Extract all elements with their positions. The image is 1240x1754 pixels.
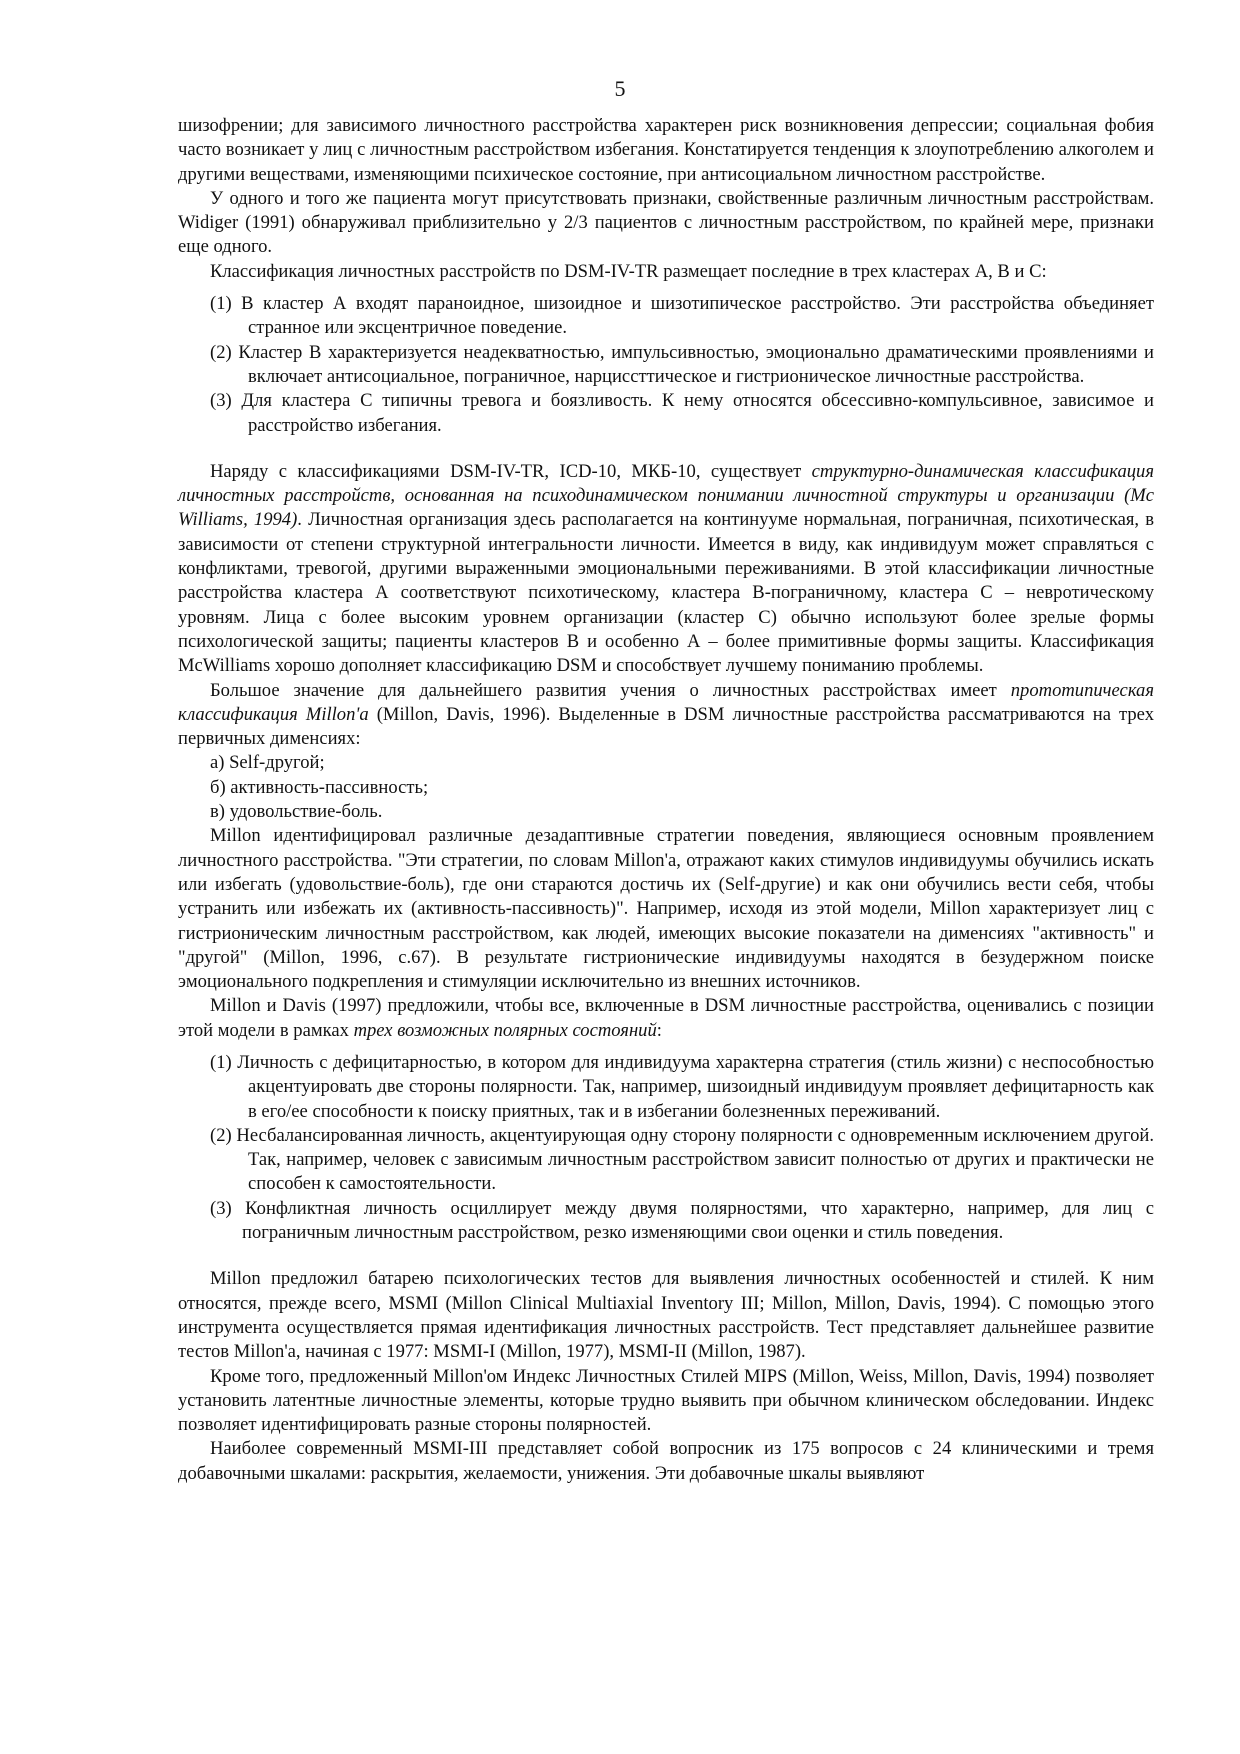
list-item: (1) В кластер А входят параноидное, шизоидное и шизотипическое расстройство. Эти расстройства объединяет странное или эксцентричное поведение. [210,293,1154,339]
text-run: (Millon, Davis, 1996). Выделенные в DSM личностные расстройства рассматриваются на трех первичных димeнсиях: [178,703,1154,750]
text-run: : [656,1019,662,1041]
dimension-list [178,751,1154,824]
list-item: в) удовольствие-боль. [210,801,383,823]
text-run: Millon и Davis (1997) предложили, чтобы все, включенные в DSM личностные расстройства, оценивались с позиции этой модели в рамках [178,995,1154,1041]
italic-text: прототипическая классификация Millon'a [178,679,1154,725]
cluster-list [178,292,1154,438]
paragraph: Наиболее современный MSMI-III представляет собой вопросник из 175 вопросов с 24 клиническими и тремя добавочными шкалами: раскрытия, желаемости, унижения. Эти добавочные шкалы выявляют [178,1438,1154,1484]
list-item: (1) Личность с дефицитарностью, в котором для индивидуума характерна стратегия (стиль жизни) с неспособностью акцентуировать две стороны полярности. Так, например, шизоидный индивидуум проявляет дефицитарность как в его/ее способности к поиску приятных, так и в избегании болезненных переживаний. [210,1051,1154,1122]
list-item: (2) Несбалансированная личность, акцентуирующая одну сторону полярности с одновременным исключением другой. Так, например, человек с зависимым личностным расстройством зависит полностью от других и практически не способен к самостоятельности. [210,1124,1154,1195]
list-item: б) активность-пассивность; [210,776,429,798]
paragraph: Классификация личностных расстройств по DSM-IV-TR размещает последние в трех кластерах А, В и С: [210,260,1047,282]
paragraph: Кроме того, предложенный Millon'ом Индекс Личностных Стилей MIPS (Millon, Weiss, Millon, Davis, 1994) позволяет установить латентные личностные элементы, которые трудно выявить при обычном клиническом обследовании. Индекс позволяет идентифицировать разные стороны полярностей. [178,1365,1154,1436]
paragraph: шизофрении; для зависимого личностного расстройства характерен риск возникновения депрессии; социальная фобия часто возникает у лиц с личностным расстройством избегания. Констатируется тенденция к злоупотреблению алкоголем и другими веществами, изменяющими психическое состояние, при антисоциальном личностном расстройстве. [178,115,1154,185]
paragraph: У одного и того же пациента могут присутствовать признаки, свойственные различным личностным расстройствам. Widiger (1991) обнаруживал приблизительно у 2/3 пациентов с личностным расстройством, по крайней мере, признаки еще одного. [178,187,1154,258]
list-item: (2) Кластер В характеризуется неадекватностью, импульсивностью, эмоционально драматическими проявлениями и включает антисоциальное, пограничное, нарциссттическое и гистрионическое личностные расстройства. [210,341,1154,387]
text-run: . Личностная организация здесь располагается на континууме нормальная, пограничная, психотическая, в зависимости от степени структурной интегральности личности. Имеется в виду, как индивидуум может справляться с конфликтами, тревогой, другими выраженными эмоциональными переживаниями. В этой классификации личностные расстройства кластера А соответствуют психотическому, кластера В-пограничному, кластера С – невротическому уровням. Лица с более высоким уровнем организации (кластер С) обычно используют более зрелые формы психологической защиты; пациенты кластеров В и особенно А – более примитивные формы защиты. Классификация McWilliams хорошо дополняет классификацию DSM и способствует лучшему пониманию проблемы. [178,509,1155,677]
page-content [178,114,1154,1486]
paragraph [178,460,1154,679]
list-item: (3) Конфликтная личность осциллирует между двумя полярностями, что характерно, например, для лиц с пограничным личностным расстройством, резко изменяющими свои оценки и стиль поведения. [210,1197,1154,1244]
italic-text: трех возможных полярных состояний [353,1019,657,1041]
polar-state-list [178,1051,1154,1245]
page-number: 5 [614,76,626,101]
list-item: (3) Для кластера С типичны тревога и боязливость. К нему относятся обсессивно-компульсивное, зависимое и расстройство избегания. [210,390,1154,436]
text-run: Наряду с классификациями DSM-IV-TR, ICD-10, МКБ-10, существует [210,460,812,482]
paragraph: Millon предложил батарею психологических тестов для выявления личностных особенностей и стилей. К ним относятся, прежде всего, MSMI (Millon Clinical Multiaxial Inventory III; Millon, Millon, Davis, 1994). С помощью этого инструмента осуществляется прямая идентификация личностных расстройств. Тест представляет дальнейшее развитие тестов Millon'a, начиная с 1977: MSMI-I (Millon, 1977), MSMI-II (Millon, 1987). [178,1268,1154,1363]
list-item: а) Self-другой; [210,752,325,774]
text-run: Большое значение для дальнейшего развития учения о личностных расстройствах имеет [210,679,1011,701]
italic-text: структурно-динамическая классификация личностных расстройств, основанная на психодинамическом понимании личностной структуры и организации (Mc Williams, 1994) [178,460,1155,531]
paragraph [178,994,1154,1043]
paragraph [178,679,1154,752]
paragraph: Millon идентифицировал различные дезадаптивные стратегии поведения, являющиеся основным проявлением личностного расстройства. "Эти стратегии, по словам Millon'a, отражают каких стимулов индивидуумы обучились искать или избегать (удовольствие-боль), где они стараются достичь их (Self-другие) и как они обучились вести себя, чтобы устранить или избежать их (активность-пассивность)". Например, исходя из этой модели, Millon характеризует лиц с гистрионическим личностным расстройством, как людей, имеющих высокие показатели на димeнсиях "активность" и "другой" (Millon, 1996, c.67). В результате гистрионические индивидуумы находятся в безудержном поиске эмоционального подкрепления и стимуляции исключительно из внешних источников. [178,825,1154,993]
